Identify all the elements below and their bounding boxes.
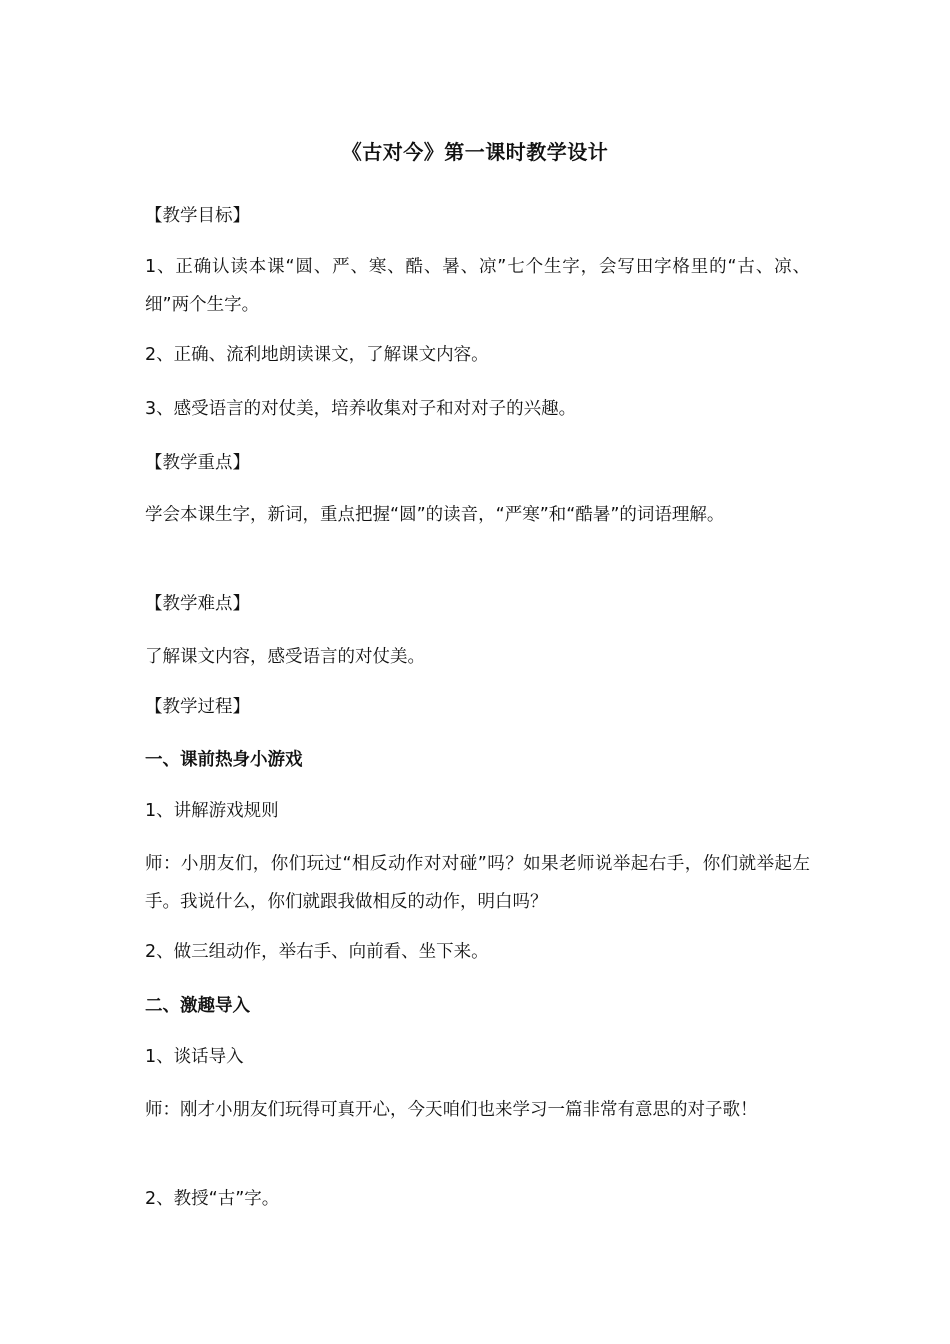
objective-2: 2、正确、流利地朗读课文，了解课文内容。 bbox=[145, 345, 489, 365]
objective-1: 1、正确认读本课“圆、严、寒、酷、暑、凉”七个生字，会写田字格里的“古、凉、细”两个生字。 bbox=[145, 257, 810, 315]
key-points-heading: 【教学重点】 bbox=[145, 453, 250, 473]
key-points-text: 学会本课生字，新词，重点把握“圆”的读音，“严寒”和“酷暑”的词语理解。 bbox=[145, 505, 725, 525]
objective-3: 3、感受语言的对仗美，培养收集对子和对对子的兴趣。 bbox=[145, 399, 577, 419]
section-1-dialogue: 师：小朋友们，你们玩过“相反动作对对碰”吗？如果老师说举起右手，你们就举起左手。我说什么，你们就跟我做相反的动作，明白吗？ bbox=[145, 854, 810, 912]
document-title: 《古对今》第一课时教学设计 bbox=[341, 140, 609, 164]
section-2-item-2: 2、教授“古”字。 bbox=[145, 1189, 280, 1209]
process-heading: 【教学过程】 bbox=[145, 697, 250, 717]
section-2-heading: 二、激趣导入 bbox=[145, 996, 250, 1016]
difficulties-heading: 【教学难点】 bbox=[145, 594, 250, 614]
section-2-dialogue: 师：刚才小朋友们玩得可真开心，今天咱们也来学习一篇非常有意思的对子歌！ bbox=[145, 1100, 758, 1120]
section-2-item-1: 1、谈话导入 bbox=[145, 1047, 244, 1067]
objectives-heading: 【教学目标】 bbox=[145, 206, 250, 226]
difficulties-text: 了解课文内容，感受语言的对仗美。 bbox=[145, 647, 425, 667]
section-1-item-2: 2、做三组动作，举右手、向前看、坐下来。 bbox=[145, 942, 489, 962]
section-1-item-1: 1、讲解游戏规则 bbox=[145, 801, 279, 821]
section-1-heading: 一、课前热身小游戏 bbox=[145, 750, 303, 770]
